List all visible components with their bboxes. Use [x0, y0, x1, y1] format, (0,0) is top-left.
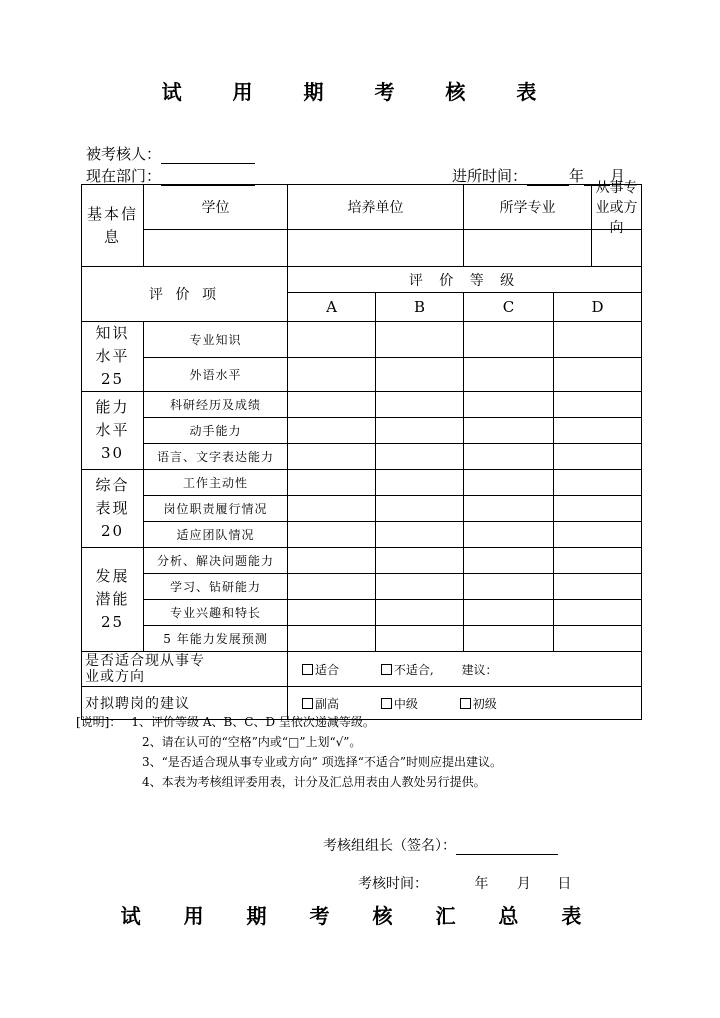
institution-header: 培养单位 [288, 185, 464, 230]
grade-cell[interactable] [554, 418, 642, 444]
category-performance: 综合表现 20 [82, 470, 144, 548]
grade-cell[interactable] [464, 418, 554, 444]
examinee-row [86, 143, 255, 164]
item-team-adaptation: 适应团队情况 [144, 522, 288, 548]
grade-cell[interactable] [554, 522, 642, 548]
grade-cell[interactable] [464, 392, 554, 418]
grade-cell[interactable] [464, 357, 554, 391]
month-label: 月 [610, 167, 626, 185]
exam-day-label: 日 [557, 876, 572, 892]
grade-cell[interactable] [376, 626, 464, 652]
major-cell[interactable] [464, 230, 592, 266]
unsuitable-checkbox[interactable]: 不适合, [381, 663, 434, 677]
grade-cell[interactable] [288, 470, 376, 496]
grade-cell[interactable] [288, 392, 376, 418]
item-learning-ability: 学习、钻研能力 [144, 574, 288, 600]
grade-cell[interactable] [554, 574, 642, 600]
institution-cell[interactable] [288, 230, 464, 267]
suitability-options [288, 652, 642, 687]
item-problem-solving: 分析、解决问题能力 [144, 548, 288, 574]
grade-d: D [554, 293, 642, 322]
senior-checkbox[interactable]: 副高 [302, 697, 339, 711]
item-five-year-forecast: 5 年能力发展预测 [144, 626, 288, 652]
major-header: 所学专业 [464, 185, 592, 229]
degree-header: 学位 [144, 185, 288, 230]
grade-cell[interactable] [376, 574, 464, 600]
grade-cell[interactable] [554, 548, 642, 574]
leader-signature-field[interactable] [456, 839, 558, 855]
evaluation-table [81, 180, 642, 720]
item-expression-ability: 语言、文字表达能力 [144, 444, 288, 470]
note-item: 1、评价等级 A、B、C、D 呈依次递减等级。 [131, 715, 375, 729]
recommendation-label: 对拟聘岗的建议 [82, 687, 288, 720]
suitability-label: 是否适合现从事专业或方向 [82, 652, 288, 687]
grade-cell[interactable] [554, 322, 642, 358]
grade-cell[interactable] [464, 444, 554, 470]
grade-cell[interactable] [464, 496, 554, 522]
item-duty-fulfillment: 岗位职责履行情况 [144, 496, 288, 522]
grade-cell[interactable] [464, 322, 554, 358]
basic-info-label: 基本信息 [82, 185, 144, 267]
exam-month-label: 月 [516, 876, 531, 892]
department-row [86, 165, 255, 186]
grade-cell[interactable] [376, 418, 464, 444]
form-title: 试 用 期 考 核 表 [161, 80, 559, 104]
field-header: 从事专业或方向 [595, 180, 638, 236]
note-row-1 [76, 712, 502, 732]
grade-cell[interactable] [288, 418, 376, 444]
category-potential: 发展潜能 25 [82, 548, 144, 652]
suitable-checkbox[interactable]: 适合 [302, 663, 339, 677]
grade-cell[interactable] [288, 574, 376, 600]
grade-cell[interactable] [554, 470, 642, 496]
grade-cell[interactable] [464, 626, 554, 652]
grade-cell[interactable] [288, 444, 376, 470]
note-item: 4、本表为考核组评委用表，计分及汇总用表由人教处另行提供。 [142, 775, 486, 789]
grade-cell[interactable] [288, 357, 376, 391]
grade-cell[interactable] [288, 600, 376, 626]
item-foreign-language: 外语水平 [144, 357, 288, 391]
grade-cell[interactable] [376, 357, 464, 391]
item-professional-knowledge: 专业知识 [144, 322, 288, 358]
grade-cell[interactable] [376, 470, 464, 496]
grade-cell[interactable] [554, 357, 642, 391]
grade-header: 评 价 等 级 [288, 267, 642, 293]
grade-b: B [376, 293, 464, 322]
grade-cell[interactable] [376, 522, 464, 548]
grade-cell[interactable] [288, 522, 376, 548]
department-label: 现在部门： [86, 167, 162, 185]
year-label: 年 [569, 167, 585, 185]
exam-year-label: 年 [474, 876, 489, 892]
grade-cell[interactable] [288, 548, 376, 574]
grade-cell[interactable] [554, 444, 642, 470]
examinee-field[interactable] [161, 148, 255, 164]
grade-cell[interactable] [288, 626, 376, 652]
major-and-field-cells [464, 230, 642, 267]
entry-time-label: 进所时间： [452, 167, 528, 185]
grade-cell[interactable] [464, 600, 554, 626]
note-item: 2、请在认可的“空格”内或“□”上划“√”。 [142, 735, 362, 749]
note-item: 3、“是否适合现从事专业或方向” 项选择“不适合”时则应提出建议。 [142, 755, 502, 769]
grade-cell[interactable] [464, 470, 554, 496]
examinee-label: 被考核人： [86, 145, 162, 163]
grade-cell[interactable] [554, 626, 642, 652]
notes-section [76, 712, 502, 792]
grade-cell[interactable] [464, 548, 554, 574]
grade-cell[interactable] [554, 600, 642, 626]
notes-label: [说明]： [76, 715, 122, 729]
advice-label: 建议： [461, 662, 498, 677]
grade-cell[interactable] [376, 548, 464, 574]
exam-time-label: 考核时间： [358, 876, 428, 892]
leader-signature-row [323, 835, 558, 855]
evaluation-item-header: 评 价 项 [82, 267, 288, 322]
grade-cell[interactable] [554, 496, 642, 522]
summary-title: 试 用 期 考 核 汇 总 表 [120, 904, 600, 928]
degree-cell[interactable] [144, 230, 288, 267]
grade-cell[interactable] [376, 496, 464, 522]
junior-checkbox[interactable]: 初级 [460, 697, 497, 711]
grade-cell[interactable] [288, 496, 376, 522]
grade-cell[interactable] [376, 322, 464, 358]
field-cell[interactable] [592, 230, 641, 266]
item-interests-strengths: 专业兴趣和特长 [144, 600, 288, 626]
item-research-experience: 科研经历及成绩 [144, 392, 288, 418]
item-hands-on-ability: 动手能力 [144, 418, 288, 444]
grade-cell[interactable] [376, 444, 464, 470]
grade-cell[interactable] [376, 600, 464, 626]
item-initiative: 工作主动性 [144, 470, 288, 496]
grade-a: A [288, 293, 376, 322]
grade-cell[interactable] [464, 574, 554, 600]
grade-c: C [464, 293, 554, 322]
grade-cell[interactable] [376, 392, 464, 418]
leader-signature-label: 考核组组长（签名）： [323, 838, 456, 854]
category-ability: 能力水平 30 [82, 392, 144, 470]
intermediate-checkbox[interactable]: 中级 [381, 697, 418, 711]
major-and-field-header [464, 180, 642, 236]
grade-cell[interactable] [554, 392, 642, 418]
grade-cell[interactable] [288, 322, 376, 358]
grade-cell[interactable] [464, 522, 554, 548]
exam-time-row [358, 873, 571, 893]
category-knowledge: 知识水平 25 [82, 322, 144, 392]
